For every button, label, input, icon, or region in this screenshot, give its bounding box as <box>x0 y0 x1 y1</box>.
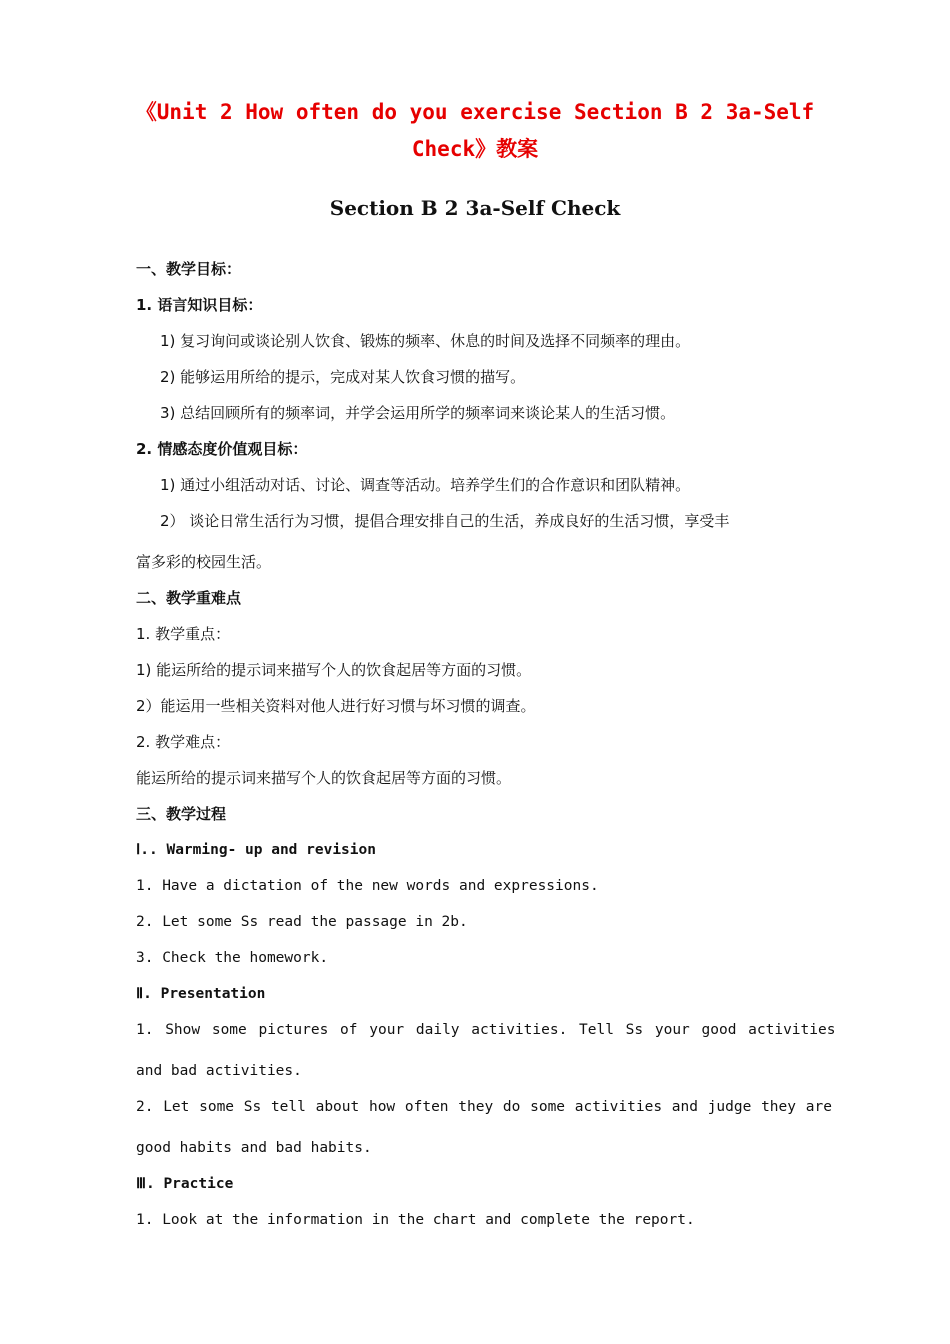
practice-heading: Ⅲ. Practice <box>136 1176 234 1192</box>
practice-item-1: 1. Look at the information in the chart and complete the report. <box>136 1212 695 1228</box>
attitude-goal-item-2-line-2: 富多彩的校园生活。 <box>136 553 272 571</box>
section2-heading: 二、教学重难点 <box>136 589 242 607</box>
document-title-line-1: 《Unit 2 How often do you exercise Section B 2 3a-Self <box>135 100 815 124</box>
key-point-heading: 1. 教学重点： <box>136 625 231 643</box>
key-point-item-1: 1) 能运所给的提示词来描写个人的饮食起居等方面的习惯。 <box>136 661 532 679</box>
language-goal-item-3: 3) 总结回顾所有的频率词，并学会运用所学的频率词来谈论某人的生活习惯。 <box>160 404 676 422</box>
attitude-goal-heading: 2. 情感态度价值观目标： <box>136 440 308 458</box>
presentation-item-2-line-2: good habits and bad habits. <box>136 1140 372 1156</box>
warming-up-item-2: 2. Let some Ss read the passage in 2b. <box>136 914 468 930</box>
key-point-item-2: 2）能运用一些相关资料对他人进行好习惯与坏习惯的调查。 <box>136 697 536 715</box>
presentation-item-1-line-1: 1. Show some pictures of your daily activities. Tell Ss your good activities <box>136 1022 836 1038</box>
section-subtitle: Section B 2 3a-Self Check <box>329 196 621 220</box>
attitude-goal-item-2-line-1: 2） 谈论日常生活行为习惯，提倡合理安排自己的生活，养成良好的生活习惯，享受丰 <box>160 512 730 530</box>
presentation-item-2-line-1: 2. Let some Ss tell about how often they do some activities and judge they are <box>136 1099 832 1115</box>
warming-up-heading: Ⅰ.. Warming- up and revision <box>136 842 376 858</box>
warming-up-item-3: 3. Check the homework. <box>136 950 329 966</box>
section1-heading: 一、教学目标： <box>136 260 242 278</box>
section3-heading: 三、教学过程 <box>136 805 227 823</box>
language-goal-item-2: 2) 能够运用所给的提示，完成对某人饮食习惯的描写。 <box>160 368 526 386</box>
document-title-line-2: Check》教案 <box>411 137 539 161</box>
presentation-item-1-line-2: and bad activities. <box>136 1063 302 1079</box>
presentation-heading: Ⅱ. Presentation <box>136 986 266 1002</box>
attitude-goal-item-1: 1) 通过小组活动对话、讨论、调查等活动。培养学生们的合作意识和团队精神。 <box>160 476 691 494</box>
difficult-point-heading: 2. 教学难点： <box>136 733 231 751</box>
difficult-point-item: 能运所给的提示词来描写个人的饮食起居等方面的习惯。 <box>136 769 512 787</box>
language-goal-item-1: 1) 复习询问或谈论别人饮食、锻炼的频率、休息的时间及选择不同频率的理由。 <box>160 332 691 350</box>
warming-up-item-1: 1. Have a dictation of the new words and expressions. <box>136 878 599 894</box>
language-goal-heading: 1. 语言知识目标： <box>136 296 263 314</box>
